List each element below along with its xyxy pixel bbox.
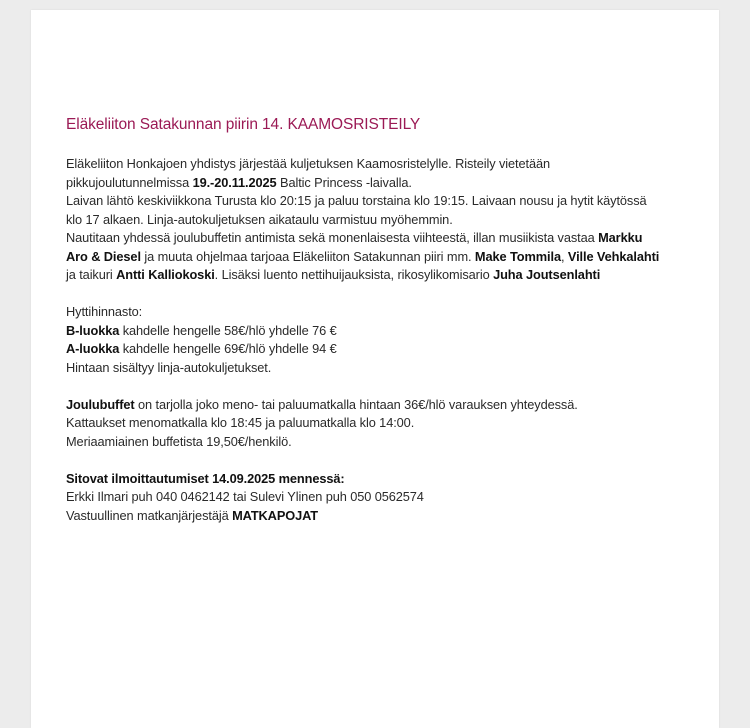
buffet-times: Kattaukset menomatkalla klo 18:45 ja paluumatkalla klo 14:00. xyxy=(66,415,415,430)
magician-name: Antti Kalliokoski xyxy=(116,267,215,282)
buffet-text: on tarjolla joko meno- tai paluumatkalla hintaan 36€/hlö varauksen yhteydessä. xyxy=(134,396,578,412)
document-title: Eläkeliiton Satakunnan piirin 14. KAAMOSRISTEILY xyxy=(66,116,421,133)
performer-name-1: Make Tommila xyxy=(474,248,561,264)
intro-paragraph-3 xyxy=(66,229,666,285)
buffet-info xyxy=(66,396,666,415)
intro-text: Eläkeliiton Honkajoen yhdistys järjestää kuljetuksen Kaamosristelylle. Risteily vietetään pikkujoulutunnelmissa xyxy=(66,156,551,190)
cabin-b-class xyxy=(66,322,666,341)
program-text: Nautitaan yhdessä joulubuffetin antimista sekä monenlaisesta viihteestä, illan musiikista vastaa xyxy=(66,230,599,245)
spacer xyxy=(66,377,666,396)
spacer xyxy=(66,285,666,304)
program-text-2: ja muuta ohjelmaa tarjoaa Eläkeliiton Satakunnan piiri mm. xyxy=(140,248,475,264)
cabin-included: Hintaan sisältyy linja-autokuljetukset. xyxy=(66,359,272,375)
breakfast-info: Meriaamiainen buffetista 19,50€/henkilö. xyxy=(66,433,292,449)
b-class-label: B-luokka xyxy=(66,322,120,338)
cabin-a-class xyxy=(66,340,666,359)
a-class-label: A-luokka xyxy=(66,341,120,356)
intro-paragraph-2: Laivan lähtö keskiviikkona Turusta klo 20:15 ja paluu torstaina klo 19:15. Laivaan nousu ja hytit käytössä klo 17 alkaen. Linja-autokuljetuksen aikataulu varmistuu myöhemmin. xyxy=(66,193,647,227)
document-content xyxy=(66,115,666,525)
program-text-3: ja taikuri xyxy=(66,267,117,282)
a-class-price: kahdelle hengelle 69€/hlö yhdelle 94 € xyxy=(119,341,337,356)
band-name: Markku Aro & Diesel xyxy=(66,230,643,264)
b-class-price: kahdelle hengelle 58€/hlö yhdelle 76 € xyxy=(119,322,337,338)
buffet-label: Joulubuffet xyxy=(66,396,135,412)
lecturer-name: Juha Joutsenlahti xyxy=(493,267,601,282)
signup-heading-text: Sitovat ilmoittautumiset 14.09.2025 mennessä: xyxy=(66,470,345,486)
spacer xyxy=(66,451,666,470)
separator-comma: , xyxy=(560,248,568,264)
program-text-4: . Lisäksi luento nettihuijauksista, rikosylikomisario xyxy=(214,267,494,282)
signup-contacts: Erkki Ilmari puh 040 0462142 tai Sulevi Ylinen puh 050 0562574 xyxy=(66,489,424,504)
signup-heading xyxy=(66,470,666,489)
cabin-heading: Hyttihinnasto: xyxy=(66,304,143,319)
intro-paragraph-1 xyxy=(66,155,666,192)
performer-name-2: Ville Vehkalahti xyxy=(567,248,660,264)
organizer-prefix: Vastuullinen matkanjärjestäjä xyxy=(66,507,233,523)
intro-text-ship: Baltic Princess -laivalla. xyxy=(276,174,412,190)
organizer-line xyxy=(66,507,666,526)
organizer-name: MATKAPOJAT xyxy=(232,507,319,523)
cruise-date: 19.-20.11.2025 xyxy=(192,174,277,190)
